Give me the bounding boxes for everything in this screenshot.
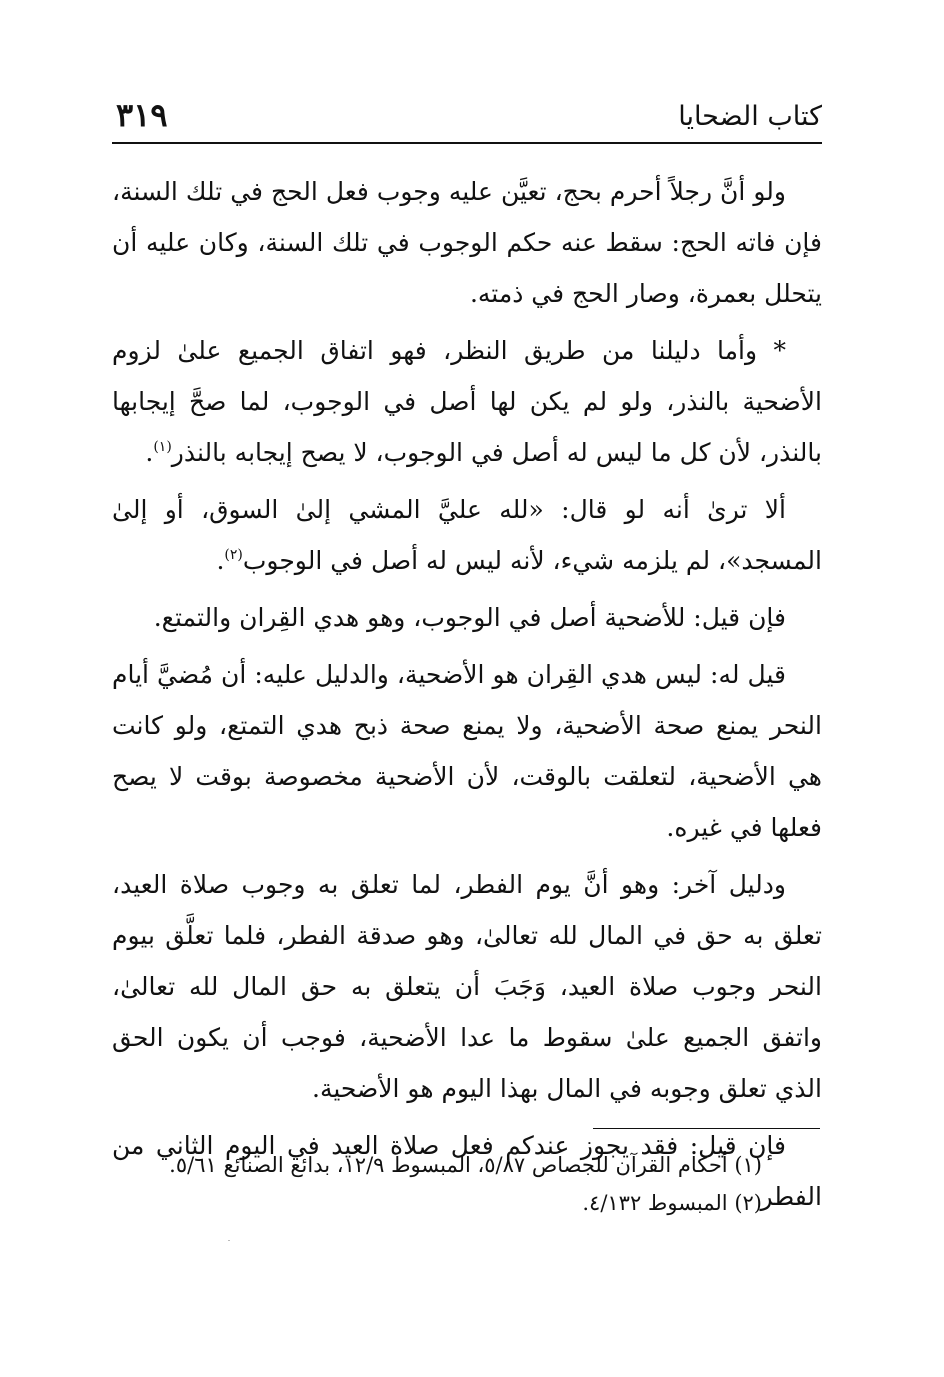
paragraph: ودليل آخر: وهو أنَّ يوم الفطر، لما تعلق به وجوب صلاة العيد، تعلق به حق في المال لله تعالىٰ، وهو صدقة الفطر، فلما تعلَّق بيوم النحر وجوب صلاة العيد، وَجَبَ أن يتعلق به حق المال لله تعالىٰ، واتفق الجميع علىٰ سقوط ما عدا الأضحية، فوجب أن يكون الحق الذي تعلق وجوبه في المال بهذا اليوم هو الأضحية. (112, 870, 822, 1103)
paragraph: * وأما دليلنا من طريق النظر، فهو اتفاق الجميع علىٰ لزوم الأضحية بالنذر، ولو لم يكن لها أصل في الوجوب، لما صحَّ إيجابها بالنذر، لأن كل ما ليس له أصل في الوجوب، لا يصح إيجابه بالنذر$^{(١)}$. (112, 336, 822, 467)
footnote: (٢) المبسوط ٤/١٣٢. (582, 1191, 762, 1215)
page-number: ٣١٩ (116, 96, 168, 134)
footnote-ref: (١) (153, 439, 172, 455)
paragraph: قيل له: ليس هدي القِران هو الأضحية، والدليل عليه: أن مُضيَّ أيام النحر يمنع صحة الأضحية، ولا يمنع صحة ذبح هدي التمتع، ولو كانت هي الأضحية، لتعلقت بالوقت، لأن الأضحية مخصوصة بوقت لا يصح فعلها في غيره. (112, 660, 822, 842)
scan-speck (228, 1240, 230, 1241)
paragraph: فإن قيل: للأضحية أصل في الوجوب، وهو هدي القِران والتمتع. (153, 603, 786, 632)
paragraph: فإن قيل: فقد يجوز عندكم فعل صلاة العيد في اليوم الثاني من الفطر (112, 1131, 822, 1211)
paragraph: ولو أنَّ رجلاً أحرم بحج، تعيَّن عليه وجوب فعل الحج في تلك السنة، فإن فاته الحج: سقط عنه حكم الوجوب في تلك السنة، وكان عليه أن يتحلل بعمرة، وصار الحج في ذمته. (112, 177, 822, 308)
footnote-ref: (٢) (224, 547, 243, 563)
footnote: (١) أحكام القرآن للجصاص ٥/٨٧، المبسوط ١٢/٩، بدائع الصنائع ٥/٦١. (169, 1153, 762, 1177)
running-header (112, 96, 822, 144)
main-text (112, 166, 822, 1228)
paragraph: ألا ترىٰ أنه لو قال: «لله عليَّ المشي إلىٰ السوق، أو إلىٰ المسجد»، لم يلزمه شيء، لأنه ليس له أصل في الوجوب$^{(٢)}$. (112, 495, 822, 575)
footnotes (112, 1146, 792, 1222)
chapter-title: كتاب الضحايا (678, 101, 822, 132)
footnote-divider (593, 1128, 820, 1129)
